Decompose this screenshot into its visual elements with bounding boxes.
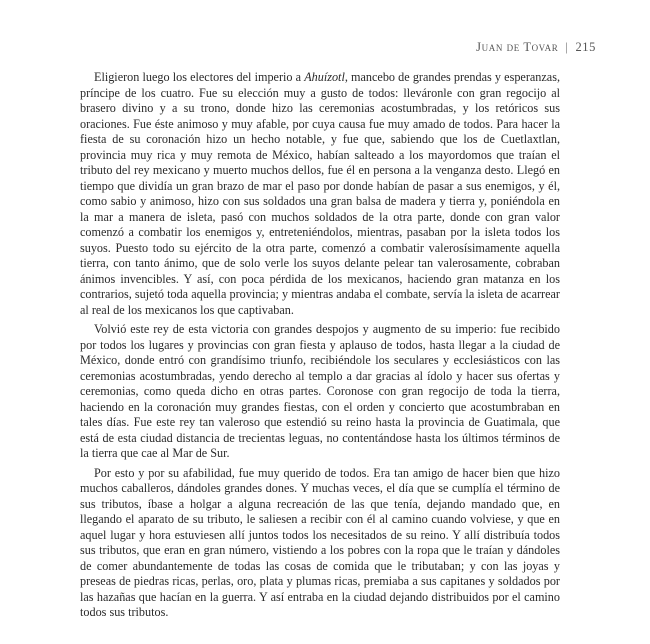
emphasized-name: Ahuízotl [304,70,345,84]
paragraph: Volvió este rey de esta victoria con grandes despojos y augmento de su imperio: fue recibido por todos los lugares y provincias con gran fiesta y aplauso de todos, hasta llegar a la ciudad de México, donde entró con grandísimo triunfo, recibiéndole los seculares y ecclesiásticos con las ceremonias acostumbradas, yendo derecho al templo a dar gracias al ídolo y hacer sus ofertas y ceremonias, como queda dicho en otras partes. Coronose con gran regocijo de toda la tierra, haciendo en la coronación muy grandes fiestas, con el orden y concierto que acostumbraban en tales días. Fue este rey tan valeroso que estendió su reino hasta la provincia de Guatimala, que está de esta ciudad distancia de trecientas leguas, no contentándose hasta los últimos términos de la tierra que cae al Mar de Sur. [80,322,560,460]
page-number: 215 [575,40,596,54]
paragraph: Por esto y por su afabilidad, fue muy querido de todos. Era tan amigo de hacer bien que hizo muchos caballeros, dándoles grandes dones. Y muchas veces, el día que se cumplía el término de sus tributos, íbase a holgar a alguna recreación de las que tenía, dejando mandado que, en llegando el aparato de su tributo, le saliesen a recibir con él al camino cuando volviese, y que en aquel lugar y hora estuviesen allí juntos todos los necesitados de su reino. Y allí distribuía todos sus tributos, que eran en gran número, vistiendo a los pobres con la ropa que le traían y dándoles de comer abundantemente de todas las cosas de comida que le tributaban; y con las joyas y preseas de piedras ricas, perlas, oro, plata y plumas ricas, premiaba a sus capitanes y soldados por las hazañas que hacían en la guerra. Y así entraba en la ciudad dejando distribuidos por el camino todos sus tributos. [80,465,560,619]
running-header [476,40,596,55]
paragraph [80,70,560,318]
paragraph-text: Eligieron luego los electores del imperio a [94,70,305,84]
body-text [80,70,560,621]
paragraph-text: , mancebo de grandes prendas y esperanzas, príncipe de los cuatro. Fue su elección muy a gusto de todos: lleváronle con gran regocijo al brasero divino y a su trono, donde hizo las ceremonias acostumbradas, y los retóricos sus oraciones. Fue éste animoso y muy afable, por cuya causa fue muy amado de todos. Para hacer la fiesta de su coronación hizo un hecho notable, y fue que, sabiendo que los de Cuetlaxtlan, provincia muy rica y muy remota de México, habían salteado a los mayordomos que traían el tributo del rey mexicano y muerto muchos dellos, fue él en persona a la venganza desto. Llegó en tiempo que dividía un gran brazo de mar el paso por donde habían de pasar a sus enemigos, y él, como sabio y animoso, hizo con sus soldados una gran balsa de madera y tierra y, poniéndola en la mar a manera de isleta, pasó con muchos soldados de la otra parte, donde con gran valor comenzó a combatir los enemigos y, entreteniéndolos, mientras, pasaban por la isleta todos los suyos. Puesto todo su ejército de la otra parte, comenzó a combatir valerosísimamente aquella tierra, con tanto ánimo, que de solo verle los suyos delante pelear tan valerosamente, cobraban ánimos invencibles. Y así, con poca pérdida de los mexicanos, haciendo gran matanza en los contrarios, sujetó toda aquella provincia; y mientras andaba el combate, servía la isleta de acarrear al real de los mexicanos los que captivaban. [80,70,560,317]
header-separator: | [565,40,569,54]
running-header-author: Juan de Tovar [476,40,559,54]
